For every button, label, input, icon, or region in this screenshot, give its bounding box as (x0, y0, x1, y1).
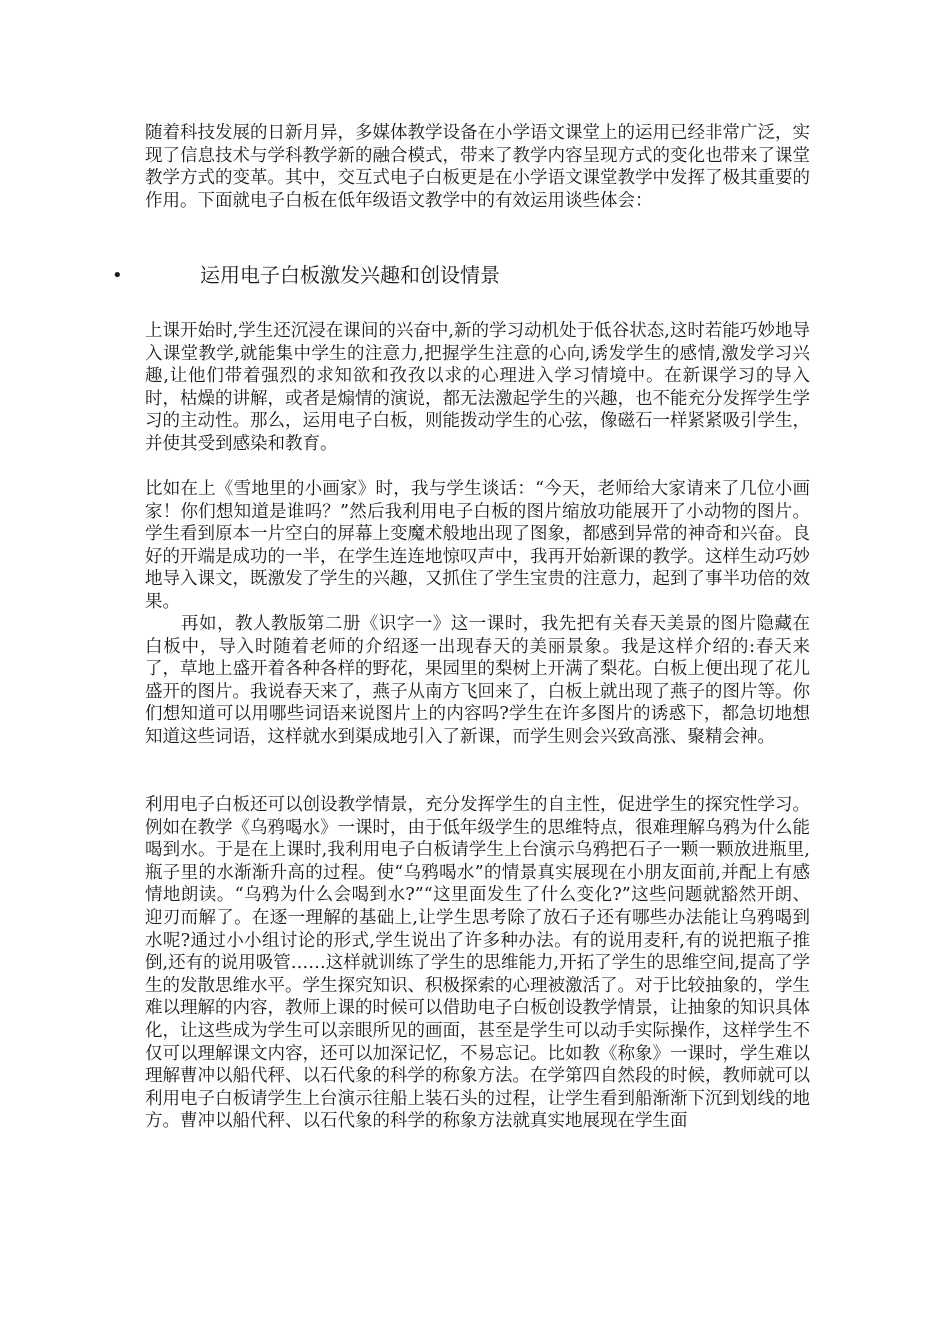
bullet-icon: • (112, 265, 123, 286)
intro-paragraph: 随着科技发展的日新月异，多媒体教学设备在小学语文课堂上的运用已经非常广泛，实现了信息技术与学科教学新的融合模式，带来了教学内容呈现方式的变化也带来了课堂教学方式的变革。其中，交互式电子白板更是在小学语文课堂教学中发挥了极其重要的作用。下面就电子白板在低年级语文教学中的有效运用谈些体会： (145, 123, 810, 211)
body-paragraph-4: 利用电子白板还可以创设教学情景，充分发挥学生的自主性，促进学生的探究性学习。例如在教学《乌鸦喝水》一课时，由于低年级学生的思维特点，很难理解乌鸦为什么能喝到水。于是在上课时,我利用电子白板请学生上台演示乌鸦把石子一颗一颗放进瓶里,瓶子里的水渐渐升高的过程。使“乌鸦喝水”的情景真实展现在小朋友面前,并配上有感情地朗读。“乌鸦为什么会喝到水?”“这里面发生了什么变化?”这些问题就豁然开朗、迎刃而解了。在逐一理解的基础上,让学生思考除了放石子还有哪些办法能让乌鸦喝到水呢?通过小小组讨论的形式,学生说出了许多种办法。有的说用麦秆,有的说把瓶子推倒,还有的说用吸管……这样就训练了学生的思维能力,开拓了学生的思维空间,提高了学生的发散思维水平。学生探究知识、积极探索的心理被激活了。对于比较抽象的，学生难以理解的内容，教师上课的时候可以借助电子白板创设教学情景，让抽象的知识具体化，让这些成为学生可以亲眼所见的画面，甚至是学生可以动手实际操作，这样学生不仅可以理解课文内容，还可以加深记忆，不易忘记。比如教《称象》一课时，学生难以理解曹冲以船代秤、以石代象的科学的称象方法。在学第四自然段的时候，教师就可以利用电子白板请学生上台演示往船上装石头的过程，让学生看到船渐渐下沉到划线的地方。曹冲以船代秤、以石代象的科学的称象方法就真实地展现在学生面 (145, 795, 810, 1132)
section-heading: 运用电子白板激发兴趣和创设情景 (200, 263, 500, 287)
body-paragraph-3: 再如，教人教版第二册《识字一》这一课时，我先把有关春天美景的图片隐藏在白板中，导入时随着老师的介绍逐一出现春天的美丽景象。我是这样介绍的:春天来了，草地上盛开着各种各样的野花，果园里的梨树上开满了梨花。白板上便出现了花儿盛开的图片。我说春天来了，燕子从南方飞回来了，白板上就出现了燕子的图片等。你们想知道可以用哪些词语来说图片上的内容吗?学生在许多图片的诱惑下，都急切地想知道这些词语，这样就水到渠成地引入了新课，而学生则会兴致高涨、聚精会神。 (145, 614, 810, 747)
section-heading-row (112, 262, 812, 292)
body-paragraph-1: 上课开始时,学生还沉浸在课间的兴奋中,新的学习动机处于低谷状态,这时若能巧妙地导入课堂教学,就能集中学生的注意力,把握学生注意的心向,诱发学生的感情,激发学习兴趣,让他们带着强烈的求知欲和孜孜以求的心理进入学习情境中。在新课学习的导入时，枯燥的讲解，或者是煽情的演说，都无法激起学生的兴趣，也不能充分发挥学生学习的主动性。那么，运用电子白板，则能拨动学生的心弦，像磁石一样紧紧吸引学生，并使其受到感染和教育。 (145, 321, 810, 454)
body-paragraph-2: 比如在上《雪地里的小画家》时，我与学生谈话：“今天，老师给大家请来了几位小画家！你们想知道是谁吗？”然后我利用电子白板的图片缩放功能展开了小动物的图片。学生看到原本一片空白的屏幕上变魔术般地出现了图象，都感到异常的神奇和兴奋。良好的开端是成功的一半，在学生连连地惊叹声中，我再开始新课的教学。这样生动巧妙地导入课文，既激发了学生的兴趣，又抓住了学生宝贵的注意力，起到了事半功倍的效果。 (145, 479, 810, 612)
